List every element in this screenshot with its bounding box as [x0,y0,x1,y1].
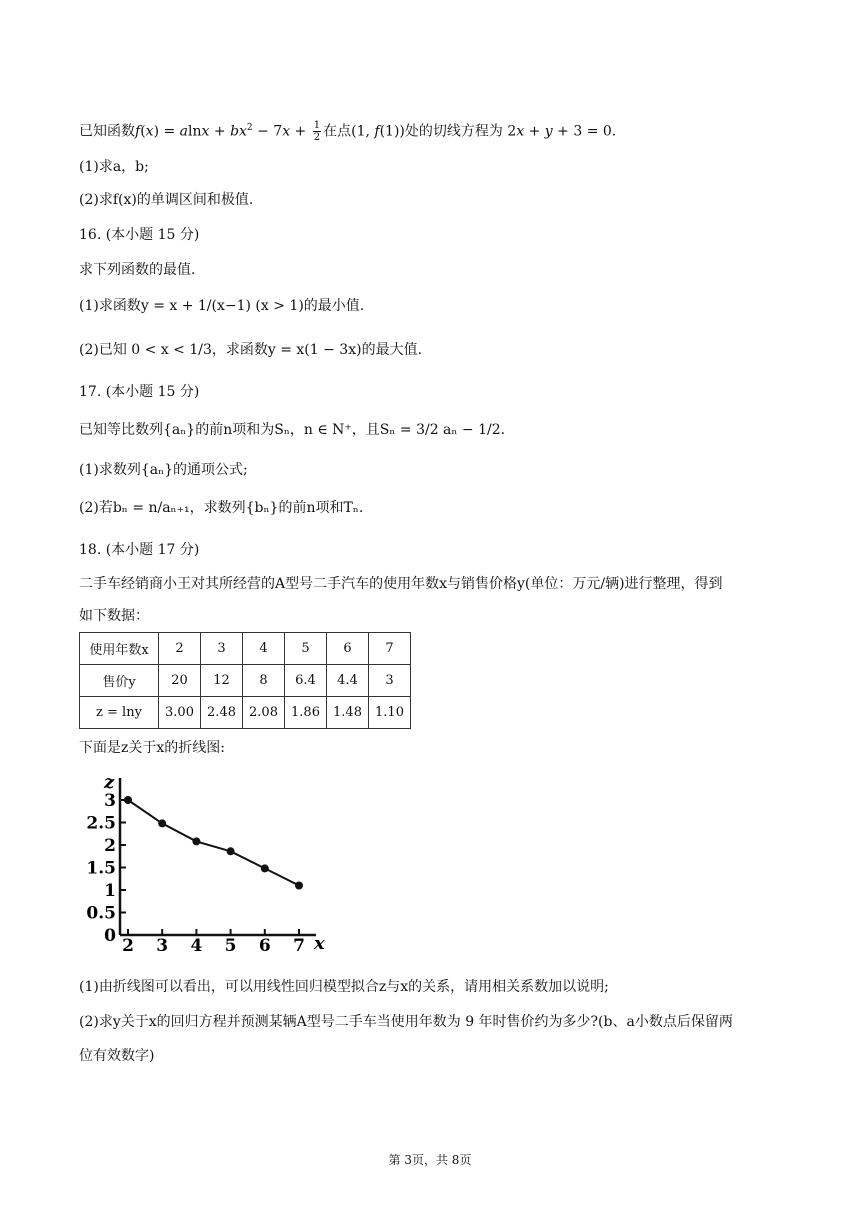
table-cell: 3 [369,665,411,697]
x-tick-label: 3 [156,936,169,956]
q17-header: 17. (本小题 15 分) [79,384,200,400]
q16-part2: (2)已知 0 < x < 1/3，求函数y = x(1 − 3x)的最大值. [79,342,423,358]
y-tick-label: 1.5 [86,858,116,879]
table-cell: 3 [201,633,243,665]
table-cell: 20 [159,665,201,697]
data-point [295,882,303,890]
q16-part1: (1)求函数y = x + 1/(x−1) (x > 1)的最小值. [79,298,365,314]
q18-chart-intro: 下面是z关于x的折线图: [79,740,225,756]
q17-part1: (1)求数列{aₙ}的通项公式; [79,462,248,478]
data-point [124,796,132,804]
x-tick-label: 5 [224,936,237,956]
y-tick-label: 2 [104,836,116,856]
q16-stem: 求下列函数的最值. [79,262,196,278]
line-chart [86,766,346,960]
x-axis-label: x [314,933,325,954]
y-tick-label: 3 [104,791,116,811]
page-footer: 第 3页，共 8页 [388,1153,472,1167]
q18-header: 18. (本小题 17 分) [79,542,200,558]
y-tick-label: 0.5 [86,903,116,924]
table-cell: 1.86 [285,697,327,729]
q17-part2: (2)若bₙ = n/aₙ₊₁，求数列{bₙ}的前n项和Tₙ. [79,500,364,516]
q18-stem-line2: 如下数据： [79,608,149,624]
table-row [80,665,411,697]
q17-stem: 已知等比数列{aₙ}的前n项和为Sₙ，n ∈ N⁺，且Sₙ = 3/2 aₙ − 1/2. [79,422,506,438]
table-cell: 6 [327,633,369,665]
table-cell: 4 [243,633,285,665]
data-table [79,632,411,729]
q18-part2-line2: 位有效数字) [79,1048,155,1064]
table-cell: 1.48 [327,697,369,729]
x-tick-label: 4 [190,936,203,956]
q15-part2: (2)求f(x)的单调区间和极值. [79,192,254,208]
data-point [227,847,235,855]
q15-stem: 已知函数$f(x) = alnx + bx^2 - 7x$ + $\frac{1}{2}$ 在点(1, f(1))处的切线方程为 2x + y + 3 = 0. [79,120,617,144]
y-axis-label: z [104,772,115,793]
q18-stem-line1: 二手车经销商小王对其所经营的A型号二手汽车的使用年数x与销售价格y(单位：万元/辆)进行整理，得到 [79,576,723,592]
table-cell: 6.4 [285,665,327,697]
table-cell: 1.10 [369,697,411,729]
data-point [261,864,269,872]
table-cell: 2.48 [201,697,243,729]
table-cell: z = lny [80,697,159,729]
y-tick-label: 0 [104,926,116,946]
x-tick-label: 6 [258,936,271,956]
table-cell: 2.08 [243,697,285,729]
table-cell: 售价y [80,665,159,697]
q15-part1: (1)求a，b; [79,159,149,175]
x-tick-label: 2 [122,936,134,956]
q18-part1: (1)由折线图可以看出，可以用线性回归模型拟合z与x的关系，请用相关系数加以说明; [79,979,609,995]
q18-part2-line1: (2)求y关于x的回归方程并预测某辆A型号二手车当使用年数为 9 年时售价约为多少?(b、a小数点后保留两 [79,1014,733,1030]
y-tick-label: 2.5 [86,813,116,834]
table-cell: 3.00 [159,697,201,729]
table-row [80,633,411,665]
table-cell: 7 [369,633,411,665]
table-cell: 8 [243,665,285,697]
table-cell: 5 [285,633,327,665]
table-cell: 12 [201,665,243,697]
data-point [158,819,166,827]
table-cell: 4.4 [327,665,369,697]
table-cell: 使用年数x [80,633,159,665]
series-line [128,800,299,886]
line-chart-svg [86,766,346,956]
x-tick-label: 7 [293,936,305,956]
table-cell: 2 [159,633,201,665]
data-point [192,837,200,845]
table-row [80,697,411,729]
y-tick-label: 1 [104,881,116,901]
q16-header: 16. (本小题 15 分) [79,227,200,243]
